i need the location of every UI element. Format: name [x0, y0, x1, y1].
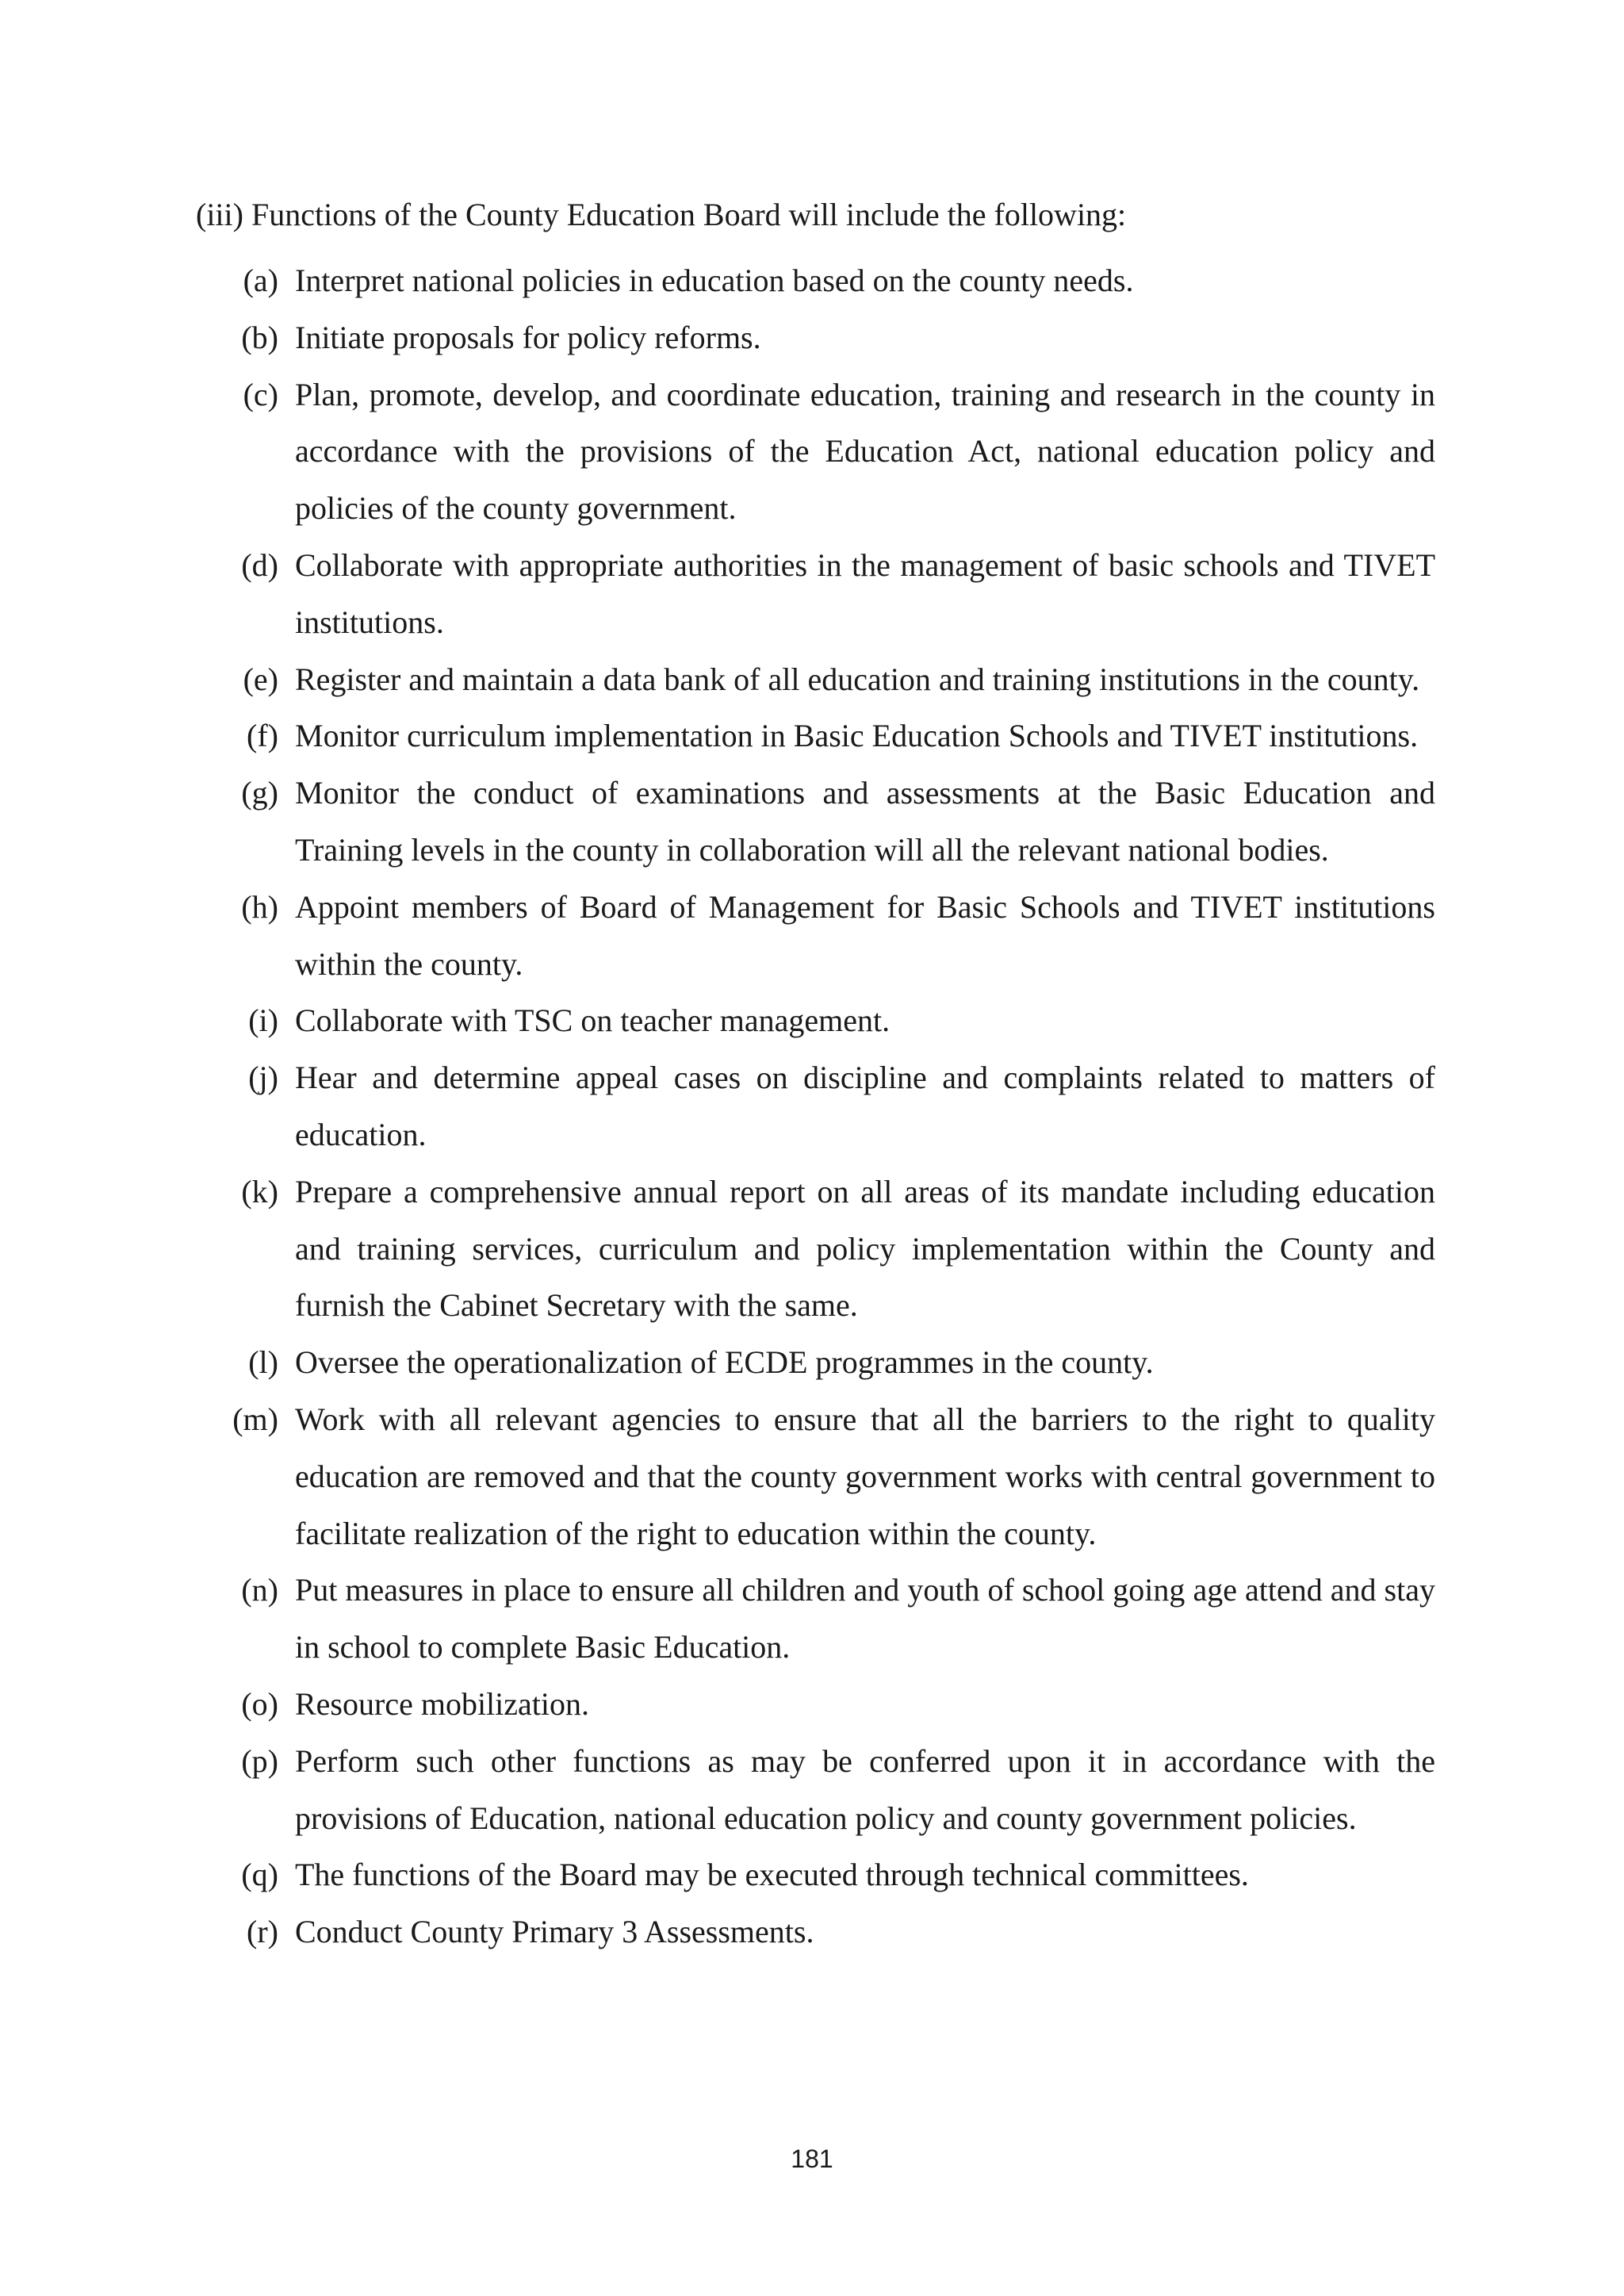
list-item-label: (r) — [247, 1914, 278, 1950]
list-item-label: (j) — [248, 1060, 278, 1096]
list-item — [0, 651, 1624, 708]
list-item-label: (b) — [241, 319, 278, 355]
list-item-text: Appoint members of Board of Management for Basic Schools and TIVET institutions within the county. — [295, 888, 1435, 982]
list-item-text: Monitor the conduct of examinations and assessments at the Basic Education and Training levels in the county in collaboration will all the relevant national bodies. — [295, 775, 1435, 868]
list-item — [0, 366, 1624, 537]
list-item-text: Prepare a comprehensive annual report on all areas of its mandate including education and training services, curriculum and policy implementation within the County and furnish the Cabinet Secretary with the same. — [295, 1173, 1435, 1324]
list-item — [0, 537, 1624, 651]
list-item — [0, 1733, 1624, 1847]
page-number: 181 — [791, 2145, 833, 2173]
list-item-text: The functions of the Board may be executed through technical committees. — [295, 1857, 1249, 1893]
list-item-label: (d) — [241, 546, 278, 583]
list-item-text: Hear and determine appeal cases on discipline and complaints related to matters of education. — [295, 1060, 1435, 1152]
list-item-text: Interpret national policies in education based on the county needs. — [295, 263, 1134, 298]
list-item-label: (a) — [243, 263, 278, 298]
list-item-label: (l) — [248, 1344, 278, 1381]
list-item — [0, 879, 1624, 993]
list-item — [0, 309, 1624, 366]
list-item-label: (c) — [243, 376, 278, 412]
list-item-text: Initiate proposals for policy reforms. — [295, 319, 761, 355]
list-item — [0, 992, 1624, 1049]
list-item — [0, 1676, 1624, 1733]
list-item-label: (m) — [232, 1401, 278, 1437]
functions-list — [0, 252, 1624, 1961]
list-item-text: Collaborate with appropriate authorities in the management of basic schools and TIVET institutions. — [295, 546, 1435, 640]
list-item-text: Perform such other functions as may be conferred upon it in accordance with the provisions of Education, national education policy and county government policies. — [295, 1742, 1435, 1836]
list-item-label: (g) — [241, 775, 278, 811]
list-item-label: (i) — [248, 1002, 278, 1039]
list-item-label: (e) — [243, 661, 278, 697]
list-item-text: Put measures in place to ensure all children and youth of school going age attend and stay in school to complete Basic Education. — [295, 1572, 1435, 1665]
list-item — [0, 1903, 1624, 1961]
list-item-text: Register and maintain a data bank of all education and training institutions in the county. — [295, 661, 1420, 697]
list-item-label: (f) — [247, 718, 278, 754]
list-item — [0, 1562, 1624, 1676]
list-item — [0, 1163, 1624, 1334]
list-item-text: Resource mobilization. — [295, 1685, 590, 1722]
list-item — [0, 1049, 1624, 1163]
list-item-text: Plan, promote, develop, and coordinate education, training and research in the county in accordance with the provisions of the Education Act, national education policy and policies of the county government. — [295, 376, 1435, 527]
list-item-label: (o) — [241, 1685, 278, 1722]
list-item — [0, 1391, 1624, 1562]
list-item — [0, 707, 1624, 765]
list-item — [0, 1846, 1624, 1903]
list-item — [0, 765, 1624, 879]
list-item-text: Collaborate with TSC on teacher management. — [295, 1002, 891, 1039]
list-item-label: (q) — [241, 1857, 278, 1893]
list-item-text: Monitor curriculum implementation in Basic Education Schools and TIVET institutions. — [295, 718, 1419, 754]
list-item — [0, 252, 1624, 309]
list-item-label: (k) — [241, 1173, 278, 1209]
list-item-text: Oversee the operationalization of ECDE programmes in the county. — [295, 1344, 1154, 1381]
list-item-label: (h) — [241, 888, 278, 925]
list-item-label: (p) — [241, 1742, 278, 1779]
section-heading: (iii) Functions of the County Education Board will include the following: — [196, 197, 1127, 232]
list-item-text: Work with all relevant agencies to ensure that all the barriers to the right to quality education are removed and that the county government works with central government to facilitate realization of the right to education within the county. — [295, 1401, 1435, 1551]
list-item-text: Conduct County Primary 3 Assessments. — [295, 1914, 814, 1950]
list-item — [0, 1334, 1624, 1391]
list-item-label: (n) — [241, 1572, 278, 1608]
